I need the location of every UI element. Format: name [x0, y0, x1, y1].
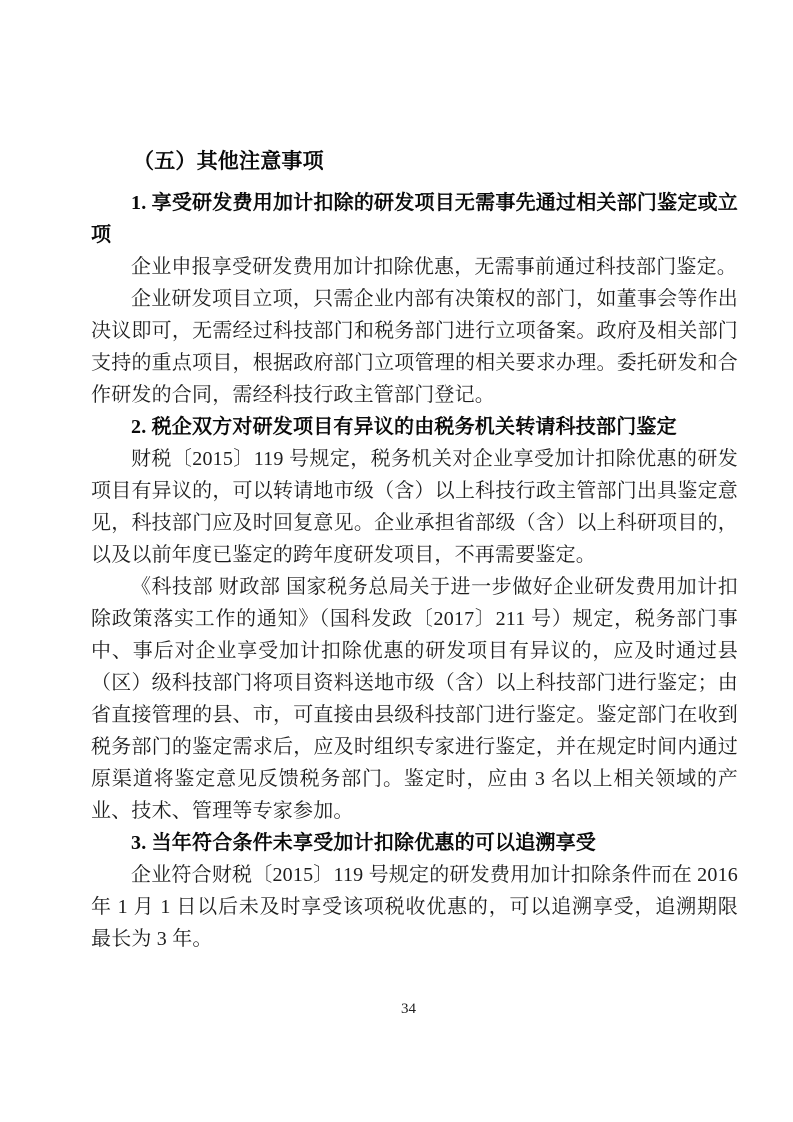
body-paragraph-project-approval: 企业研发项目立项，只需企业内部有决策权的部门，如董事会等作出决议即可，无需经过科技部门和税务部门进行立项备案。政府及相关部门支持的重点项目，根据政府部门立项管理的相关要求办理。委托研发和合作研发的合同，需经科技行政主管部门登记。 [91, 288, 738, 406]
body-paragraph-retroactive-enjoyment: 企业符合财税〔2015〕119 号规定的研发费用加计扣除条件而在 2016 年 1 月 1 日以后未及时享受该项税收优惠的，可以追溯享受，追溯期限最长为 3 年。 [91, 864, 738, 950]
document-body [91, 145, 738, 955]
page-number: 34 [401, 1001, 416, 1017]
section-heading-5-other-notes: （五）其他注意事项 [133, 149, 324, 173]
body-paragraph-caishui-119: 财税〔2015〕119 号规定，税务机关对企业享受加计扣除优惠的研发项目有异议的，可以转请地市级（含）以上科技行政主管部门出具鉴定意见，科技部门应及时回复意见。企业承担省部级（含）以上科研项目的，以及以前年度已鉴定的跨年度研发项目，不再需要鉴定。 [91, 448, 738, 566]
subsection-heading-3: 3. 当年符合条件未享受加计扣除优惠的可以追溯享受 [131, 832, 596, 854]
body-paragraph-declaration: 企业申报享受研发费用加计扣除优惠，无需事前通过科技部门鉴定。 [131, 256, 737, 278]
subsection-heading-1: 1. 享受研发费用加计扣除的研发项目无需事先通过相关部门鉴定或立项 [91, 192, 738, 246]
body-paragraph-guokefazheng-211: 《科技部 财政部 国家税务总局关于进一步做好企业研发费用加计扣除政策落实工作的通知》（国科发政〔2017〕211 号）规定，税务部门事中、事后对企业享受加计扣除优惠的研发项目有异议的，应及时通过县（区）级科技部门将项目资料送地市级（含）以上科技部门进行鉴定；由省直接管理的县、市，可直接由县级科技部门进行鉴定。鉴定部门在收到税务部门的鉴定需求后，应及时组织专家进行鉴定，并在规定时间内通过原渠道将鉴定意见反馈税务部门。鉴定时，应由 3 名以上相关领域的产业、技术、管理等专家参加。 [91, 576, 738, 822]
subsection-heading-2: 2. 税企双方对研发项目有异议的由税务机关转请科技部门鉴定 [131, 416, 677, 438]
